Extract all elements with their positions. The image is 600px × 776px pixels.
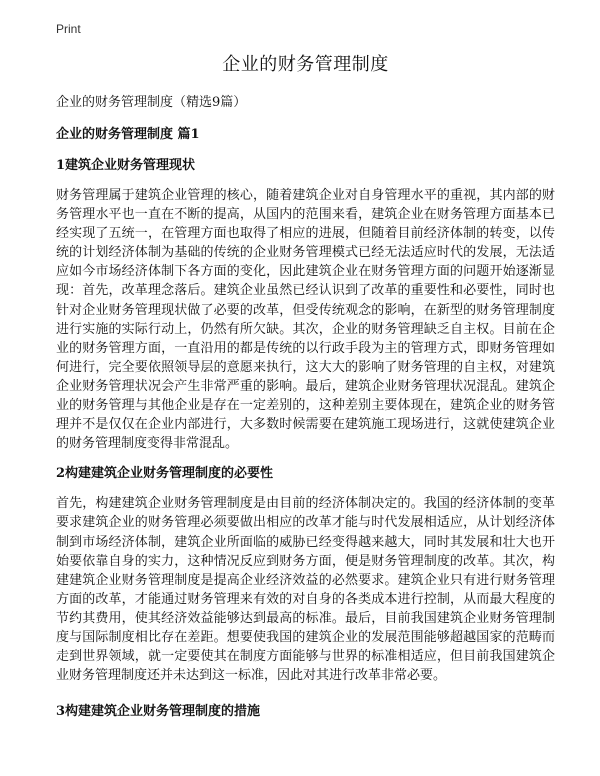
print-link[interactable]: Print xyxy=(56,22,81,36)
subsection-paragraph-2: 首先，构建建筑企业财务管理制度是由目前的经济体制决定的。我国的经济体制的变革要求建筑企业的财务管理必须要做出相应的改革才能与时代发展相适应，从计划经济体制到市场经济体制，建筑企业所面临的威胁已经变得越来越大，同时其发展和壮大也开始要依靠自身的实力，这种情况反应到财务方面，便是财务管理制度的改革。其次，构建建筑企业财务管理制度是提高企业经济效益的必然要求。建筑企业只有进行财务管理方面的改革，才能通过财务管理来有效的对自身的各类成本进行控制，从而最大程度的节约其费用，使其经济效益能够达到最高的标准。最后，目前我国建筑企业财务管理制度与国际制度相比存在差距。想要使我国的建筑企业的发展范围能够超越国家的范畴而走到世界领域，就一定要使其在制度方面能够与世界的标准相适应，但目前我国建筑企业财务管理制度还并未达到这一标准，因此对其进行改革非常必要。 xyxy=(56,496,555,684)
subsection-heading-3: 3构建建筑企业财务管理制度的措施 xyxy=(56,704,261,720)
subsection-paragraph-1: 财务管理属于建筑企业管理的核心，随着建筑企业对自身管理水平的重视，其内部的财务管理水平也一直在不断的提高，从国内的范围来看，建筑企业在财务管理方面基本已经实现了五统一，在管理方面也取得了相应的进展，但随着目前经济体制的转变，以传统的计划经济体制为基础的传统的企业财务管理模式已经无法适应时代的发展，无法适应如今市场经济体制下各方面的变化，因此建筑企业在财务管理方面的问题开始逐渐显现：首先，改革理念落后。建筑企业虽然已经认识到了改革的重要性和必要性，同时也针对企业财务管理现状做了必要的改革，但受传统观念的影响，在新型的财务管理制度进行实施的实际行动上，仍然有所欠缺。其次，企业的财务管理缺乏自主权。目前在企业的财务管理方面，一直沿用的都是传统的以行政手段为主的管理方式，即财务管理如何进行，完全要依照领导层的意愿来执行，这大大的影响了财务管理的自主权，对建筑企业财务管理状况会产生非常严重的影响。最后，建筑企业财务管理状况混乱。建筑企业的财务管理与其他企业是存在一定差别的，这种差别主要体现在，建筑企业的财务管理并不是仅仅在企业内部进行，大多数时候需要在建筑施工现场进行，这就使建筑企业的财务管理制度变得非常混乱。 xyxy=(56,188,555,452)
subsection-heading-2: 2构建建筑企业财务管理制度的必要性 xyxy=(56,466,274,482)
subsection-heading-1: 1建筑企业财务管理现状 xyxy=(56,158,196,173)
document-subtitle: 企业的财务管理制度（精选9篇） xyxy=(56,95,247,110)
document-title: 企业的财务管理制度 xyxy=(222,54,389,75)
section-heading: 企业的财务管理制度 篇1 xyxy=(56,127,200,142)
